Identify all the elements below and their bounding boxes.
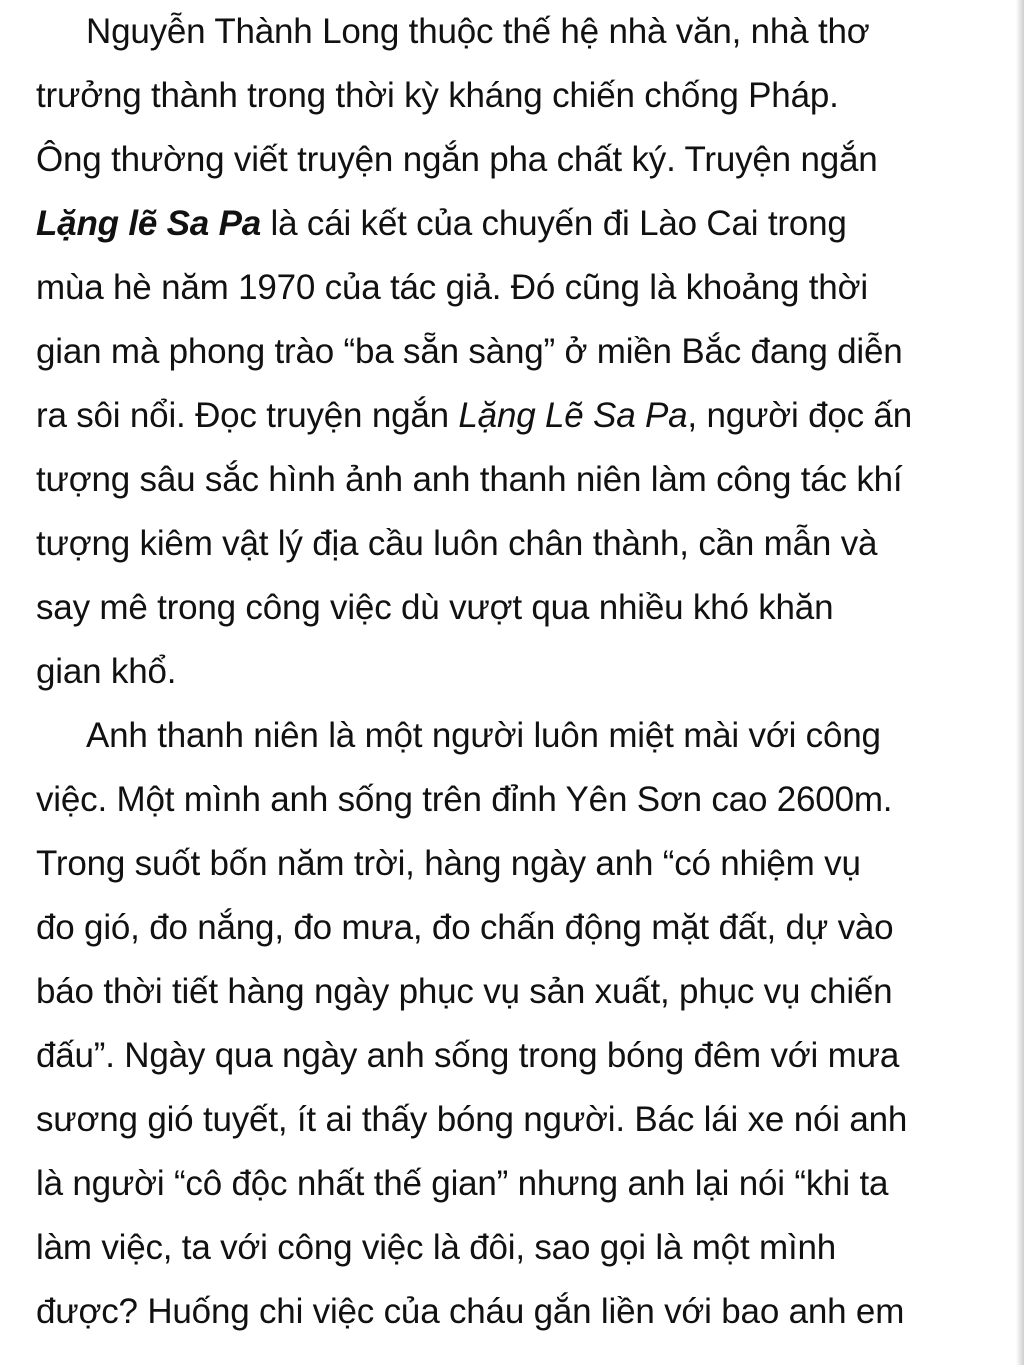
p1-line-4-rest: là cái kết của chuyến đi Lào Cai trong [261, 204, 847, 243]
p1-line-10: say mê trong công việc dù vượt qua nhiều khó khăn [36, 588, 834, 627]
p1-line-4 [36, 204, 847, 244]
p1-line-7-post: , người đọc ấn [687, 396, 912, 435]
p2-line-6: đấu”. Ngày qua ngày anh sống trong bóng đêm với mưa [36, 1036, 900, 1075]
book-title-bold-italic: Lặng lẽ Sa Pa [36, 204, 261, 243]
p2-line-3: Trong suốt bốn năm trời, hàng ngày anh “có nhiệm vụ [36, 844, 861, 883]
p2-line-7: sương gió tuyết, ít ai thấy bóng người. Bác lái xe nói anh [36, 1100, 908, 1139]
p1-line-2: trưởng thành trong thời kỳ kháng chiến chống Pháp. [36, 76, 839, 115]
p1-line-7 [36, 396, 912, 436]
p2-line-9: làm việc, ta với công việc là đôi, sao gọi là một mình [36, 1228, 837, 1267]
book-title-italic: Lặng Lẽ Sa Pa [458, 396, 688, 435]
p1-line-8: tượng sâu sắc hình ảnh anh thanh niên làm công tác khí [36, 460, 903, 499]
p1-line-5: mùa hè năm 1970 của tác giả. Đó cũng là khoảng thời [36, 268, 868, 307]
p2-line-8: là người “cô độc nhất thế gian” nhưng anh lại nói “khi ta [36, 1164, 889, 1203]
p1-line-1: Nguyễn Thành Long thuộc thế hệ nhà văn, nhà thơ [86, 12, 870, 51]
p2-line-5: báo thời tiết hàng ngày phục vụ sản xuất, phục vụ chiến [36, 972, 893, 1011]
p1-line-9: tượng kiêm vật lý địa cầu luôn chân thành, cần mẫn và [36, 524, 878, 563]
p2-line-4: đo gió, đo nắng, đo mưa, đo chấn động mặt đất, dự vào [36, 908, 894, 947]
p2-line-2: việc. Một mình anh sống trên đỉnh Yên Sơn cao 2600m. [36, 780, 893, 819]
p1-line-7-pre: ra sôi nổi. Đọc truyện ngắn [36, 396, 459, 435]
p2-line-10: được? Huống chi việc của cháu gắn liền với bao anh em [36, 1292, 905, 1331]
p2-line-1: Anh thanh niên là một người luôn miệt mài với công [86, 716, 881, 755]
p1-line-3: Ông thường viết truyện ngắn pha chất ký. Truyện ngắn [36, 140, 878, 179]
page-edge-shadow [1016, 0, 1024, 1365]
p1-line-11: gian khổ. [36, 652, 177, 691]
p1-line-6: gian mà phong trào “ba sẵn sàng” ở miền Bắc đang diễn [36, 332, 903, 371]
